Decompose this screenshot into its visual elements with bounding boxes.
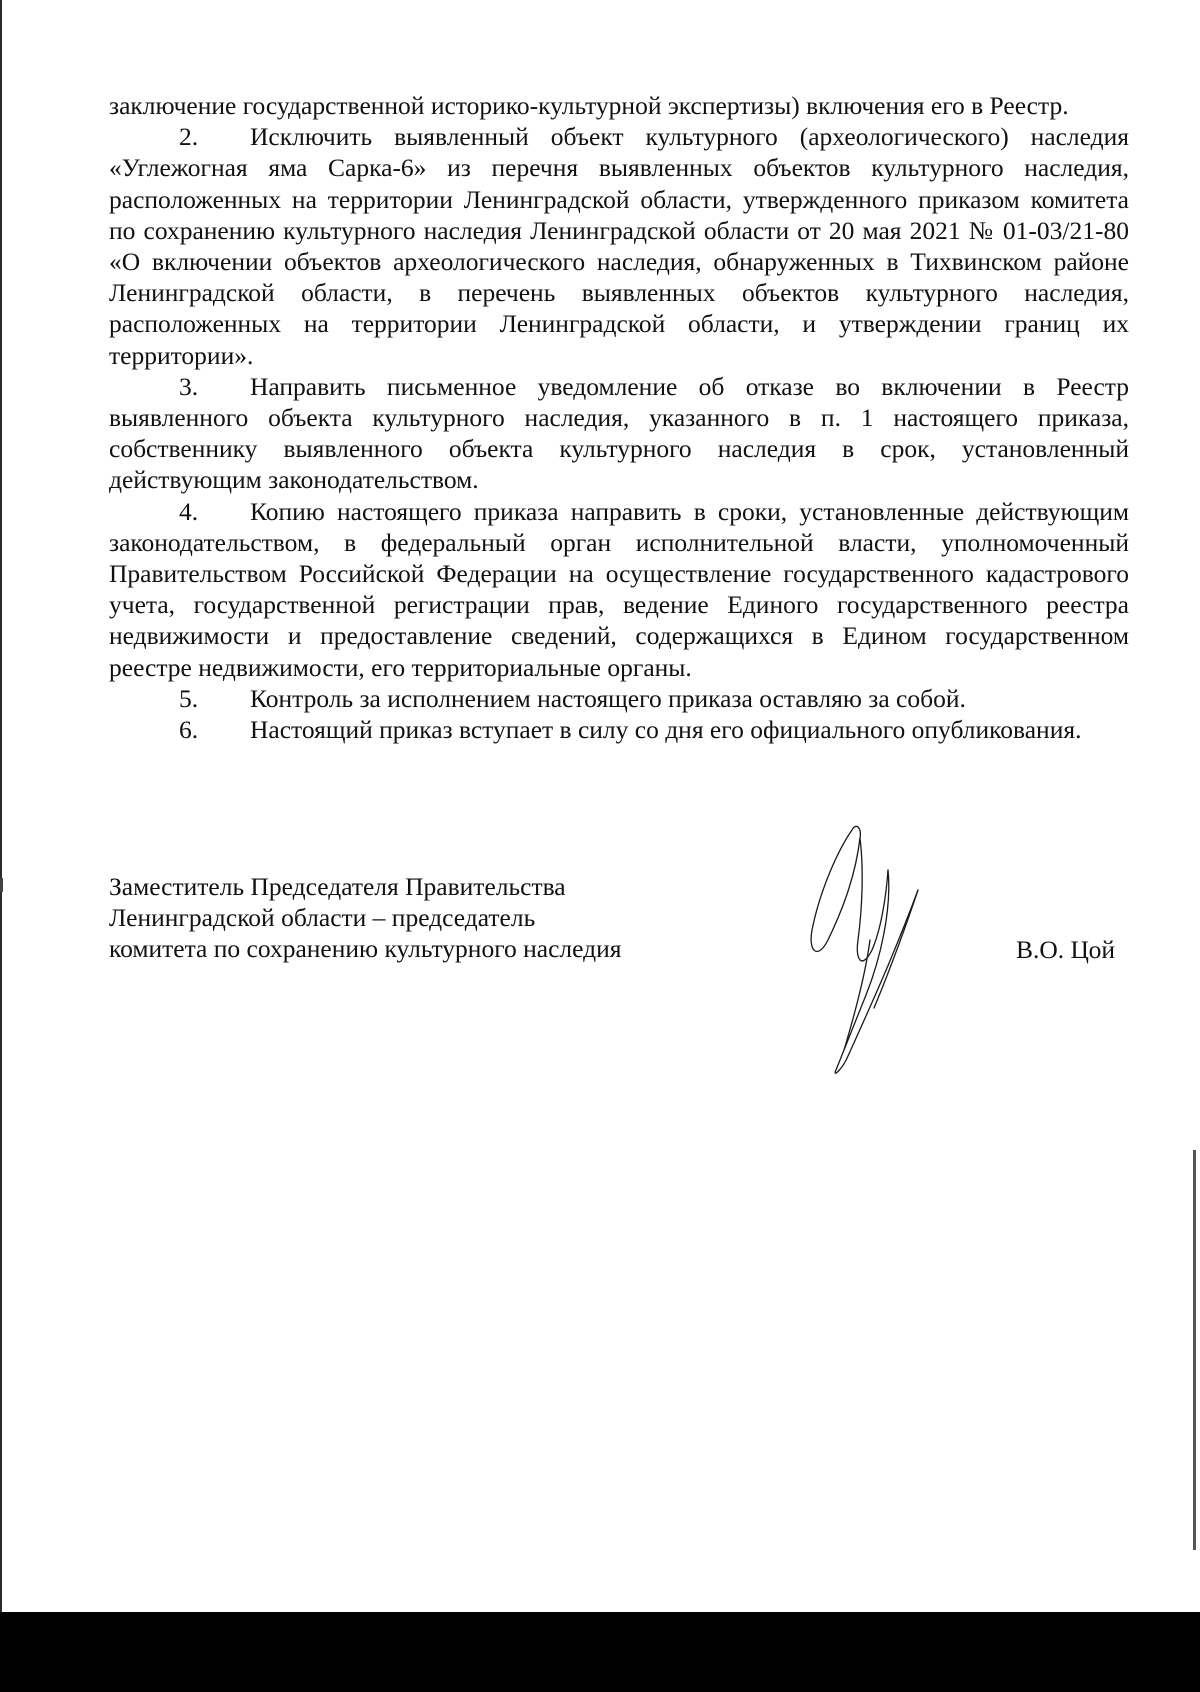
list-item-number: 6. (179, 715, 199, 745)
list-item-6 (109, 714, 1129, 745)
position-line-1: Заместитель Председателя Правительства (109, 872, 566, 901)
signer-name: В.О. Цой (1016, 935, 1116, 964)
list-item-text: Настоящий приказ вступает в силу со дня его официального опубликования. (250, 715, 1082, 745)
scan-left-edge (0, 0, 2, 1692)
list-item-text: Контроль за исполнением настоящего приказа оставляю за собой. (250, 683, 966, 713)
list-item-text: Копию настоящего приказа направить в сроки, установленные действующим законодательством, в федеральный орган исполнительной власти, уполномоченный Правительством Российской Федерации на осуществление государственного кадастрового учета, государственной регистрации прав, ведение Единого государственного реестра недвижимости и предоставление сведений, содержащихся в Едином государственном реестре недвижимости, его территориальные органы. (109, 496, 1129, 682)
list-item-5 (109, 683, 1129, 714)
list-item-number: 3. (179, 371, 199, 401)
handwritten-signature (800, 820, 950, 1075)
document-body (109, 90, 1129, 745)
list-item-number: 4. (179, 496, 199, 526)
list-item-text: Направить письменное уведомление об отказе во включении в Реестр выявленного объекта культурного наследия, указанного в п. 1 настоящего приказа, собственнику выявленного объекта культурного наследия в срок, установленный действующим законодательством. (109, 371, 1129, 495)
intro-paragraph: заключение государственной историко-культурной экспертизы) включения его в Реестр. (109, 91, 1069, 120)
position-line-3: комитета по сохранению культурного наследия (109, 934, 622, 964)
list-item-2 (109, 121, 1129, 371)
scan-right-edge (1193, 1150, 1196, 1550)
list-item-text: Исключить выявленный объект культурного (археологического) наследия «Углежогная яма Сарка-6» из перечня выявленных объектов культурного наследия, расположенных на территории Ленинградской области, утвержденного приказом комитета по сохранению культурного наследия Ленинградской области от 20 мая 2021 № 01-03/21-80 «О включении объектов археологического наследия, обнаруженных в Тихвинском районе Ленинградской области, в перечень выявленных объектов культурного наследия, расположенных на территории Ленинградской области, и утверждении границ их территории». (109, 122, 1129, 370)
list-item-4 (109, 496, 1129, 683)
list-item-3 (109, 371, 1129, 496)
scan-bottom-border (0, 1612, 1200, 1692)
list-item-number: 2. (179, 122, 199, 152)
scan-left-mark (0, 878, 3, 892)
list-item-number: 5. (179, 683, 199, 713)
position-line-2: Ленинградской области – председатель (109, 903, 536, 933)
signatory-position (109, 871, 622, 965)
